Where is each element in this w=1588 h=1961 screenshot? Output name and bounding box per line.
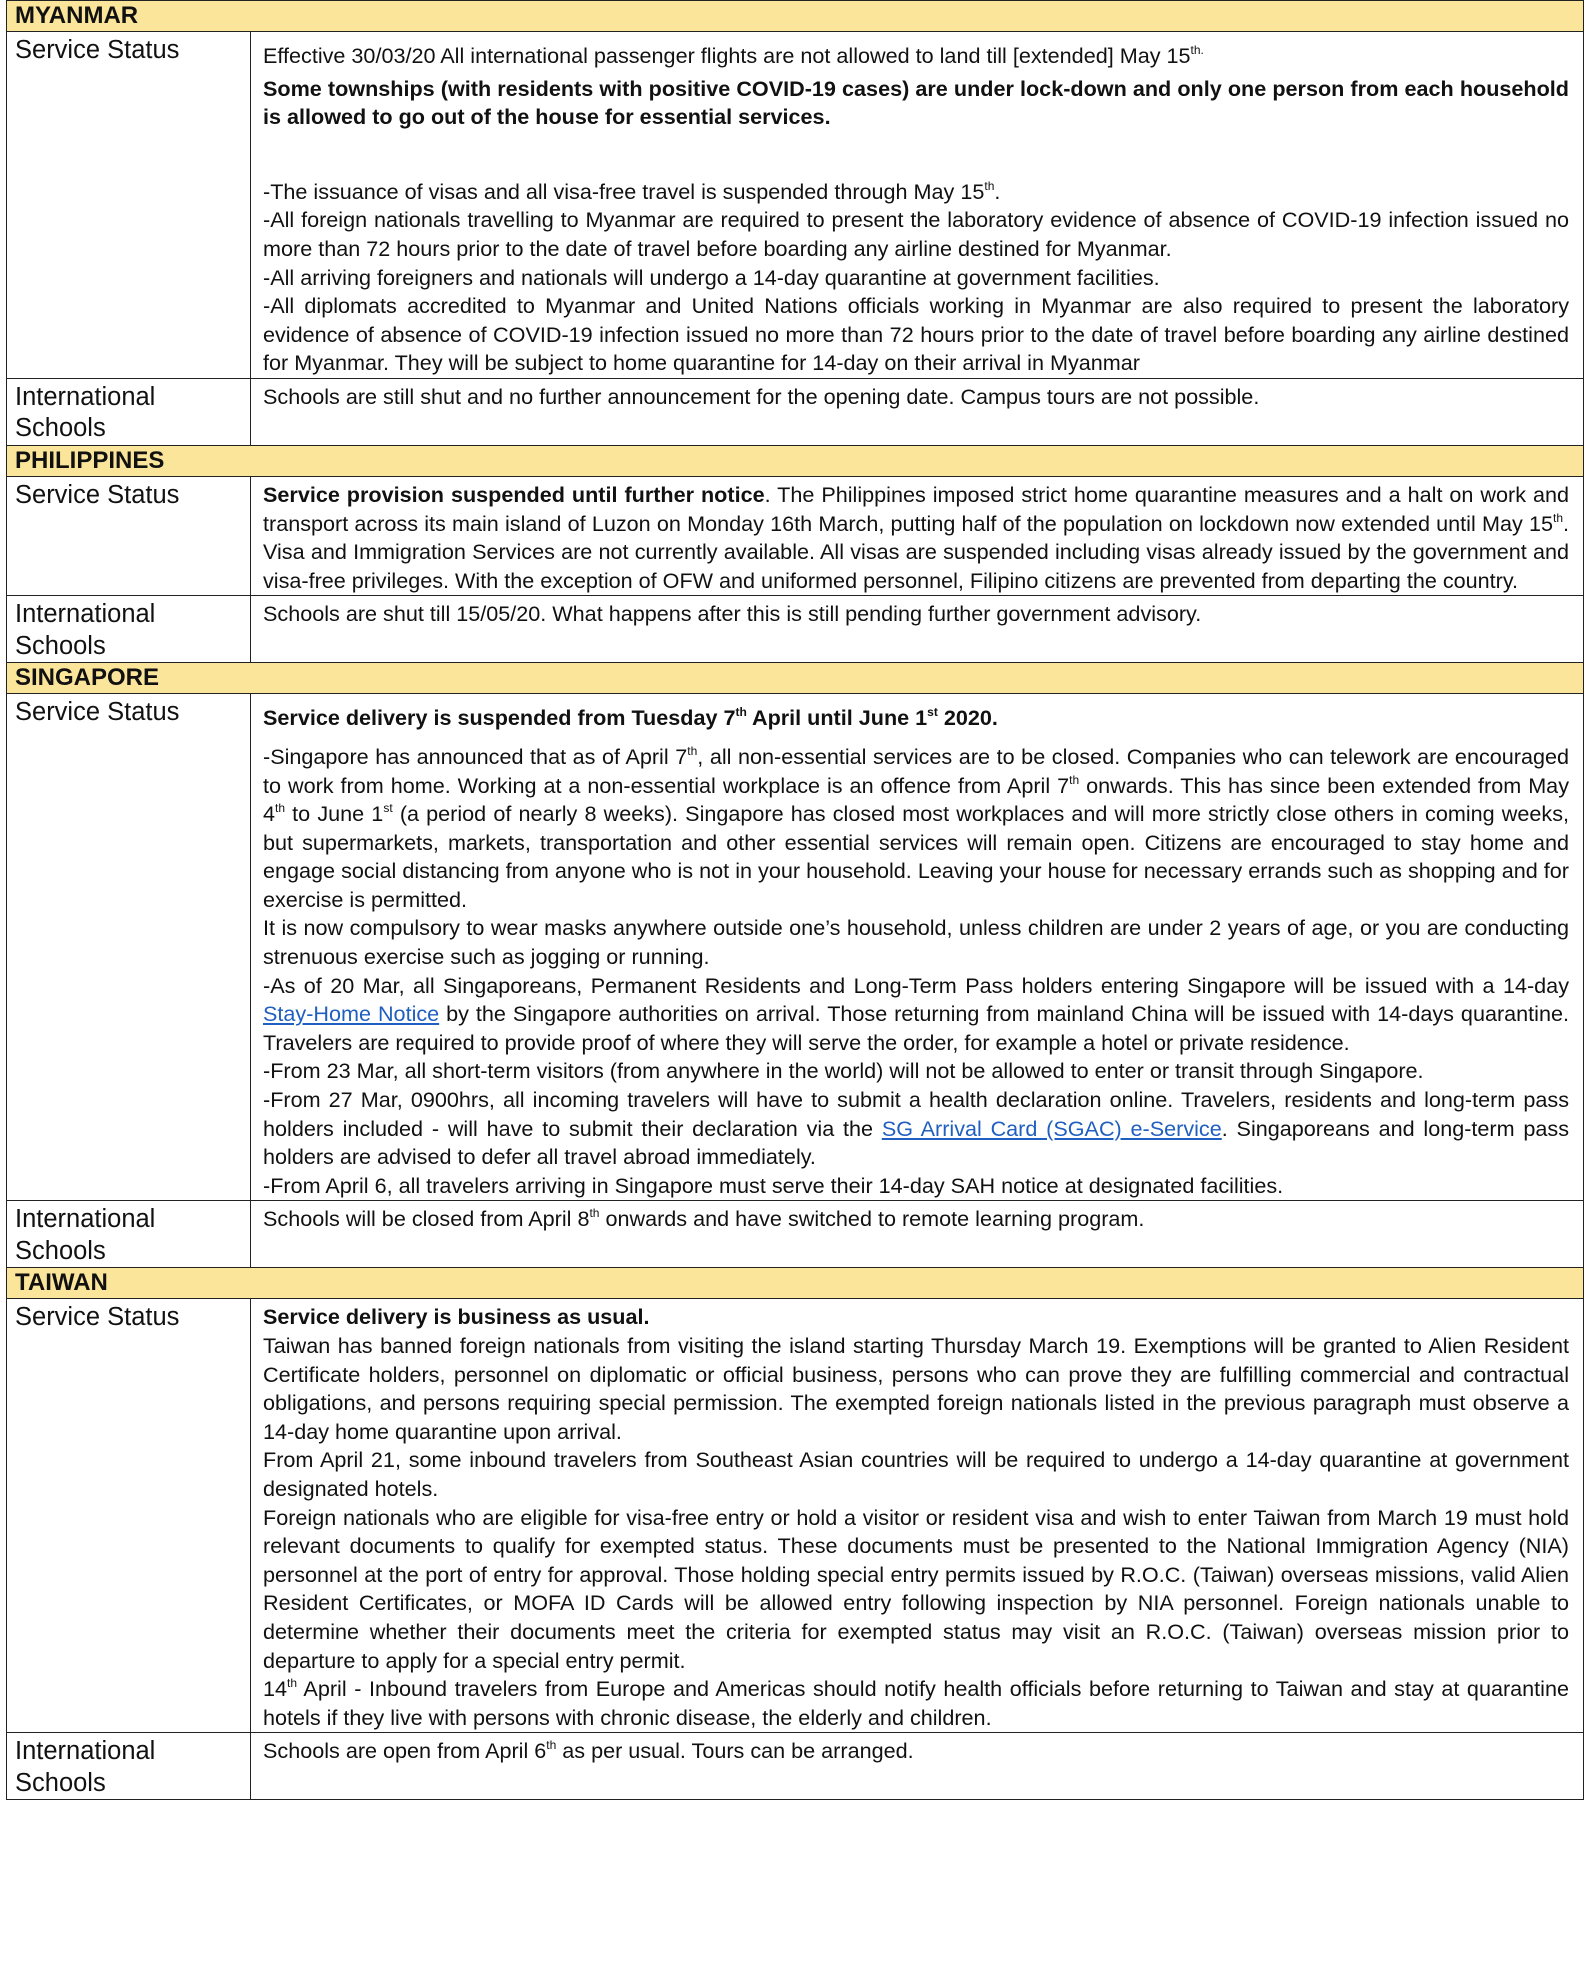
superscript: th <box>546 1738 557 1753</box>
philippines-schools-text: Schools are shut till 15/05/20. What happens after this is still pending further government advisory. <box>251 596 1584 663</box>
myanmar-lockdown-para: Some townships (with residents with positive COVID-19 cases) are under lock-down and only one person from each household is allowed to go out of the house for essential services. <box>263 75 1569 130</box>
country-header-row <box>7 1268 1584 1299</box>
text: (a period of nearly 8 weeks). Singapore has closed most workplaces and will more strictly close others in coming weeks, but supermarkets, markets, transportation and other essential services will remain open. Citizens are encouraged to stay home and engage social distancing from anyone who is not in your household. Leaving your house for necessary errands such as shopping and for exercise is permitted. <box>263 801 1570 912</box>
text: Service delivery is suspended from Tuesday 7 <box>263 705 736 731</box>
text: as per usual. Tours can be arranged. <box>556 1738 914 1764</box>
country-name-taiwan: TAIWAN <box>7 1268 1584 1299</box>
country-name-myanmar: MYANMAR <box>7 1 1584 32</box>
text: , all non-essential services are to be closed. Companies who can telework are encouraged to work from home. Working at a non-essential workplace is an offence from April 7 <box>263 743 1570 798</box>
country-header-row <box>7 1 1584 32</box>
superscript: th <box>1552 510 1563 525</box>
service-status-row <box>7 476 1584 595</box>
singapore-closures-para <box>263 743 1569 915</box>
myanmar-foreign-nationals-para: -All foreign nationals travelling to Myanmar are required to present the laboratory evidence of absence of COVID-19 infection issued no more than 72 hours prior to the date of travel before boarding any airline destined for Myanmar. <box>263 207 1569 261</box>
myanmar-quarantine-para: -All arriving foreigners and nationals will undergo a 14-day quarantine at government facilities. <box>263 264 1160 290</box>
myanmar-visa-para <box>263 178 1569 207</box>
country-header-row <box>7 663 1584 694</box>
text: to June 1 <box>285 801 384 827</box>
singapore-headline <box>263 704 1569 733</box>
text: . Singaporeans and long-term pass holders are advised to defer all travel abroad immediately. <box>263 1115 1570 1170</box>
myanmar-schools-text: Schools are still shut and no further announcement for the opening date. Campus tours are not possible. <box>251 378 1584 445</box>
superscript: st <box>927 705 938 720</box>
international-schools-row <box>7 1733 1584 1800</box>
country-name-singapore: SINGAPORE <box>7 663 1584 694</box>
country-header-row <box>7 445 1584 476</box>
taiwan-sea-quarantine-para: From April 21, some inbound travelers from Southeast Asian countries will be required to undergo a 14-day quarantine at government designated hotels. <box>263 1447 1569 1501</box>
text: International <box>15 1737 156 1766</box>
taiwan-exemption-para: Foreign nationals who are eligible for visa-free entry or hold a visitor or resident visa and wish to enter Taiwan from March 19 must hold relevant documents to qualify for exempted status. These documents must be presented to the National Immigration Agency (NIA) personnel at the port of entry for approval. Those holding special entry permits issued by R.O.C. (Taiwan) overseas missions, valid Alien Resident Certificates, or MOFA ID Cards will be allowed entry following inspection by NIA personnel. Foreign nationals unable to determine whether their documents meet the criteria for exempted status may visit an R.O.C. (Taiwan) overseas mission prior to departure to apply for a special entry permit. <box>263 1504 1569 1673</box>
text: . Visa and Immigration Services are not currently available. All visas are suspended including visas already issued by the government and visa-free privileges. With the exception of OFW and uniformed personnel, Filipino citizens are prevented from departing the country. <box>263 510 1569 593</box>
superscript: th <box>984 178 995 193</box>
taiwan-ban-para: Taiwan has banned foreign nationals from visiting the island starting Thursday March 19. Exemptions will be granted to Alien Resident Certificate holders, personnel on diplomatic or official business, persons who can prove they are fulfilling commercial and contractual obligations, and persons requiring special permission. The exempted foreign nationals listed in the previous paragraph must observe a 14-day home quarantine upon arrival. <box>263 1333 1569 1444</box>
taiwan-service-status <box>251 1299 1584 1733</box>
superscript: th <box>687 743 698 758</box>
international-schools-row <box>7 378 1584 445</box>
international-schools-label <box>7 1733 251 1800</box>
singapore-visitors-para: -From 23 Mar, all short-term visitors (from anywhere in the world) will not be allowed to enter or transit through Singapore. <box>263 1058 1424 1084</box>
myanmar-flights-para <box>263 42 1569 71</box>
text: onwards. This has since been extended from May 4 <box>263 772 1569 827</box>
service-status-label: Service Status <box>7 476 251 595</box>
service-status-row <box>7 1299 1584 1733</box>
singapore-sah-para: -From April 6, all travelers arriving in Singapore must serve their 14-day SAH notice at designated facilities. <box>263 1172 1284 1198</box>
singapore-stay-home-para <box>263 972 1569 1058</box>
text: . <box>994 178 1001 204</box>
philippines-status-para <box>263 481 1569 595</box>
text: by the Singapore authorities on arrival. Those returning from mainland China will be issued with 14-days quarantine. Travelers are required to provide proof of where they will serve the order, for example a hotel or private residence. <box>263 1001 1569 1055</box>
singapore-declaration-para <box>263 1086 1569 1172</box>
text: April until June 1 <box>746 705 928 731</box>
philippines-service-status <box>251 476 1584 595</box>
service-status-row <box>7 32 1584 379</box>
superscript: th <box>589 1206 600 1221</box>
text: onwards and have switched to remote learning program. <box>599 1206 1145 1232</box>
text: 14 <box>263 1676 288 1702</box>
international-schools-label <box>7 378 251 445</box>
myanmar-diplomats-para: -All diplomats accredited to Myanmar and United Nations officials working in Myanmar are also required to present the laboratory evidence of absence of COVID-19 infection issued no more than 72 hours prior to the date of travel before boarding any airline destined for Myanmar. They will be subject to home quarantine for 14-day on their arrival in Myanmar <box>263 293 1569 376</box>
international-schools-label <box>7 596 251 663</box>
superscript: th <box>287 1676 298 1691</box>
international-schools-label <box>7 1201 251 1268</box>
text: -Singapore has announced that as of April 7 <box>263 743 688 769</box>
text: Effective 30/03/20 All international passenger flights are not allowed to land till [extended] May 15 <box>263 43 1191 68</box>
service-status-label: Service Status <box>7 694 251 1201</box>
service-status-label: Service Status <box>7 1299 251 1733</box>
text: -From 27 Mar, 0900hrs, all incoming travelers will have to submit a health declaration online. Travelers, residents and long-term pass holders included - will have to submit their declaration via the <box>263 1087 1569 1141</box>
text: Schools <box>15 1768 106 1797</box>
text: Schools are open from April 6 <box>263 1738 547 1764</box>
text: . <box>764 481 771 507</box>
taiwan-schools-text <box>251 1733 1584 1800</box>
text: International <box>15 1205 156 1234</box>
text: 2020. <box>937 705 998 731</box>
singapore-schools-text <box>251 1201 1584 1268</box>
superscript: th <box>1069 772 1080 787</box>
sg-arrival-card-link[interactable]: SG Arrival Card (SGAC) e-Service <box>881 1115 1222 1141</box>
text: Schools will be closed from April 8 <box>263 1206 590 1232</box>
country-name-philippines: PHILIPPINES <box>7 445 1584 476</box>
text: Schools <box>15 631 106 660</box>
superscript: th. <box>1190 43 1204 57</box>
superscript: st <box>383 801 393 816</box>
document-page <box>6 0 1584 1800</box>
spacer <box>263 733 1569 743</box>
spacer <box>263 132 1569 178</box>
text: International <box>15 600 156 629</box>
international-schools-row <box>7 1201 1584 1268</box>
text: International <box>15 382 156 411</box>
text: The Philippines imposed strict home quarantine measures and a halt on work and transport across its main island of Luzon on Monday 16th March, putting half of the population on lockdown now extended until May 15 <box>263 481 1569 536</box>
stay-home-notice-link[interactable]: Stay-Home Notice <box>263 1001 440 1027</box>
text: April - Inbound travelers from Europe and Americas should notify health officials before returning to Taiwan and stay at quarantine hotels if they live with persons with chronic disease, the elderly and children. <box>263 1676 1569 1730</box>
text: -The issuance of visas and all visa-free travel is suspended through May 15 <box>263 178 985 204</box>
text: Schools <box>15 1236 106 1265</box>
international-schools-row <box>7 596 1584 663</box>
taiwan-europe-para <box>263 1675 1569 1732</box>
singapore-masks-para: It is now compulsory to wear masks anywhere outside one’s household, unless children are under 2 years of age, or you are conducting strenuous exercise such as jogging or running. <box>263 915 1569 970</box>
myanmar-service-status <box>251 32 1584 379</box>
bold-lead: Service provision suspended until further notice <box>263 481 765 507</box>
service-status-row <box>7 694 1584 1201</box>
service-status-label: Service Status <box>7 32 251 379</box>
text: Schools <box>15 414 106 443</box>
singapore-service-status <box>251 694 1584 1201</box>
text: -As of 20 Mar, all Singaporeans, Permanent Residents and Long-Term Pass holders entering Singapore will be issued with a 14-day <box>263 972 1569 998</box>
taiwan-headline: Service delivery is business as usual. <box>263 1304 650 1330</box>
country-status-table <box>6 0 1584 1800</box>
superscript: th <box>735 705 747 720</box>
superscript: th <box>275 801 286 816</box>
